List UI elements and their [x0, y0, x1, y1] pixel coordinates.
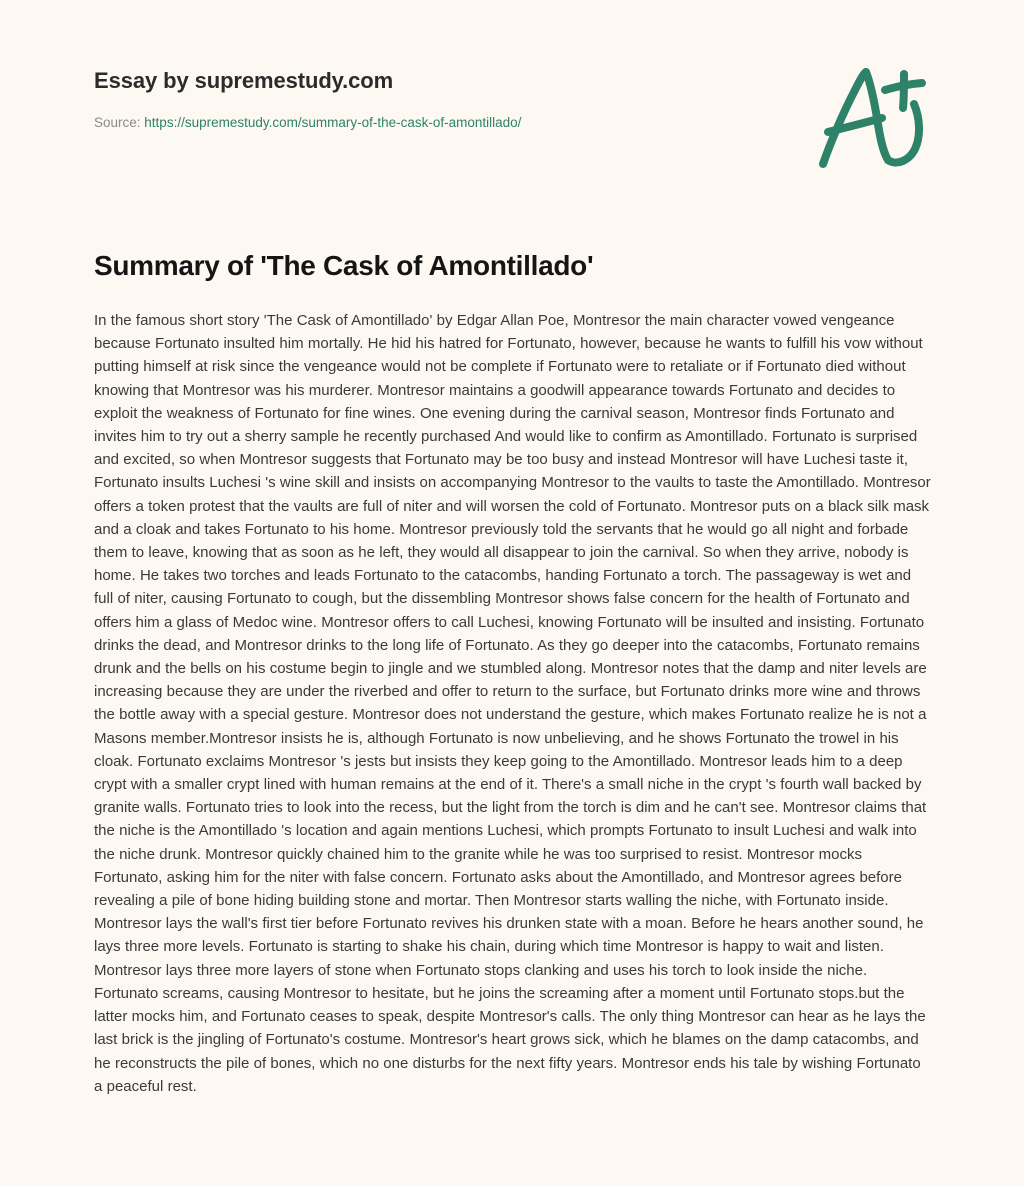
source-link[interactable]: https://supremestudy.com/summary-of-the-cask-of-amontillado/ — [144, 115, 522, 131]
a-plus-logo-icon — [806, 60, 936, 178]
page-title: Summary of 'The Cask of Amontillado' — [94, 250, 594, 281]
source-label: Source: — [94, 115, 141, 131]
article-body-text: In the famous short story 'The Cask of Amontillado' by Edgar Allan Poe, Montresor the main character vowed vengeance because Fortunato insulted him mortally. He hid his hatred for Fortunato, however, because he wants to fulfill his vow without putting himself at risk since the vengeance would not be complete if Fortunato were to retaliate or if Fortunato died without knowing that Montresor was his murderer. Montresor maintains a goodwill appearance towards Fortunato and decides to exploit the weakness of Fortunato for fine wines. One evening during the carnival season, Montresor finds Fortunato and invites him to try out a sherry sample he recently purchased And would like to confirm as Amontillado. Fortunato is surprised and excited, so when Montresor suggests that Fortunato may be too busy and instead Montresor will have Luchesi taste it, Fortunato insults Luchesi 's wine skill and insists on accompanying Montresor to the vaults to taste the Amontillado. Montresor offers a token protest that the vaults are full of niter and will worsen the cold of Fortunato. Montresor puts on a black silk mask and a cloak and takes Fortunato to his home. Montresor previously told the servants that he would go all night and forbade them to leave, knowing that as soon as he left, they would all disappear to join the carnival. So when they arrive, nobody is home. He takes two torches and leads Fortunato to the catacombs, handing Fortunato a torch. The passageway is wet and full of niter, causing Fortunato to cough, but the dissembling Montresor shows false concern for the health of Fortunato and offers him a glass of Medoc wine. Montresor offers to call Luchesi, knowing Fortunato will be insulted and insisting. Fortunato drinks the dead, and Montresor drinks to the long life of Fortunato. As they go deeper into the catacombs, Fortunato remains drunk and the bells on his costume begin to jingle and we stumbled along. Montresor notes that the damp and niter levels are increasing because they are under the riverbed and offer to return to the surface, but Fortunato drinks more wine and throws the bottle away with a special gesture. Montresor does not understand the gesture, which makes Fortunato realize he is not a Masons member.Montresor insists he is, although Fortunato is now unbelieving, and he shows Fortunato the trowel in his cloak. Fortunato exclaims Montresor 's jests but insists they keep going to the Amontillado. Montresor leads him to a deep crypt with a smaller crypt lined with human remains at the end of it. There's a small niche in the crypt 's fourth wall backed by granite walls. Fortunato tries to look into the recess, but the light from the torch is dim and he can't see. Montresor claims that the niche is the Amontillado 's location and again mentions Luchesi, which prompts Fortunato to insult Luchesi and walk into the niche drunk. Montresor quickly chained him to the granite while he was too surprised to resist. Montresor mocks Fortunato, asking him for the niter with false concern. Fortunato asks about the Amontillado, and Montresor agrees before revealing a pile of bone hiding building stone and mortar. Then Montresor starts walling the niche, with Fortunato inside. Montresor lays the wall's first tier before Fortunato revives his drunken state with a moan. Before he hears another sound, he lays three more levels. Fortunato is starting to shake his chain, during which time Montresor is happy to wait and listen. Montresor lays three more layers of stone when Fortunato stops clanking and uses his torch to look inside the niche. Fortunato screams, causing Montresor to hesitate, but he joins the screaming after a moment until Fortunato stops.but the latter mocks him, and Fortunato ceases to speak, despite Montresor's calls. The only thing Montresor can hear as he lays the last brick is the jingling of Fortunato's costume. Montresor's heart grows sick, which he blames on the damp catacombs, and he reconstructs the pile of bones, which no one disturbs for the next fifty years. Montresor ends his tale by wishing Fortunato a peaceful rest. — [94, 312, 931, 1095]
article — [94, 248, 932, 1098]
brand-block — [94, 68, 714, 132]
source-line — [94, 114, 714, 132]
page-header — [0, 0, 1024, 205]
brand-title: Essay by supremestudy.com — [94, 68, 394, 93]
